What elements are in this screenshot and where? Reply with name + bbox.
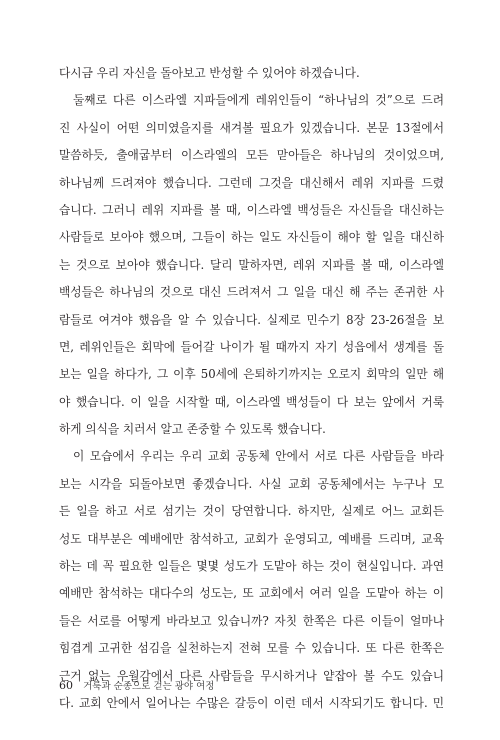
text-line: 둘째로 다른 이스라엘 지파들에게 레위인들이 “하나님의 것”으로 드려 [73, 93, 444, 108]
text-line: 백성들은 하나님의 것으로 대신 드려져서 그 일을 대신 해 주는 존귀한 사 [59, 285, 444, 300]
text-line: 힘겹게 고귀한 섬김을 실천하는지 전혀 모를 수 있습니다. 또 다른 한쪽은 [59, 641, 444, 656]
text-line: 이 모습에서 우리는 우리 교회 공동체 안에서 서로 다른 사람들을 바라 [73, 449, 444, 464]
text-line: 들은 서로를 어떻게 바라보고 있습니까? 자칫 한쪽은 다른 이들이 얼마나 [59, 613, 444, 628]
text-line: 하나님께 드려져야 했습니다. 그런데 그것을 대신해서 레위 지파를 드렸 [59, 175, 444, 190]
text-line: 면, 레위인들은 회막에 들어갈 나이가 될 때까지 자기 성읍에서 생계를 돌 [59, 339, 444, 354]
text-line: 다시금 우리 자신을 돌아보고 반성할 수 있어야 하겠습니다. [59, 66, 360, 80]
text-line: 하는 데 꼭 필요한 일들은 몇몇 성도가 도맡아 하는 것이 현실입니다. 과연 [59, 559, 444, 574]
running-book-title: 거룩과 순종으로 걷는 광야 여정 [83, 681, 215, 692]
text-line: 예배만 참석하는 대다수의 성도는, 또 교회에서 여러 일을 도맡아 하는 이 [59, 586, 444, 601]
text-line: 든 일을 하고 서로 섬기는 것이 당연합니다. 하지만, 실제로 어느 교회든 [59, 504, 444, 519]
text-line: 하게 의식을 치러서 알고 존중할 수 있도록 했습니다. [59, 422, 326, 437]
text-line: 보는 시각을 되돌아보면 좋겠습니다. 사실 교회 공동체에서는 누구나 모 [59, 476, 444, 491]
text-line: 는 것으로 보아야 했습니다. 달리 말하자면, 레위 지파를 볼 때, 이스라엘 [59, 257, 444, 272]
text-line: 사람들로 보아야 했으며, 그들이 하는 일도 자신들이 해야 할 일을 대신하 [59, 230, 444, 245]
text-line: 야 했습니다. 이 일을 시작할 때, 이스라엘 백성들이 다 보는 앞에서 거룩 [59, 394, 444, 409]
text-line: 성도 대부분은 예배에만 참석하고, 교회가 운영되고, 예배를 드리며, 교육 [59, 531, 444, 546]
text-line: 말씀하듯, 출애굽부터 이스라엘의 모든 맏아들은 하나님의 것이었으며, [59, 148, 444, 163]
text-line: 습니다. 그러니 레위 지파를 볼 때, 이스라엘 백성들은 자신들을 대신하는 [59, 202, 444, 217]
text-line: 보는 일을 하다가, 그 이후 50세에 은퇴하기까지는 오로지 회막의 일만 해 [59, 367, 444, 382]
body-text [59, 60, 444, 717]
text-line: 진 사실이 어떤 의미였을지를 새겨볼 필요가 있겠습니다. 본문 13절에서 [59, 120, 444, 135]
page-number: 60 [59, 679, 73, 692]
text-line: 람들로 여겨야 했음을 알 수 있습니다. 실제로 민수기 8장 23-26절을 보 [59, 312, 444, 327]
text-line: 다. 교회 안에서 일어나는 수많은 갈등이 이런 데서 시작되기도 합니다. 민 [59, 695, 444, 710]
page-footer [59, 676, 214, 692]
text-line: 근거 없는 우월감에서 다른 사람들을 무시하거나 얕잡아 볼 수도 있습니 [59, 668, 444, 683]
